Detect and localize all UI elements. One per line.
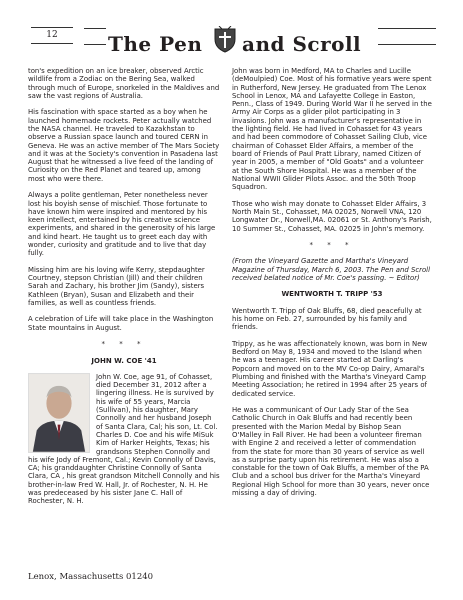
shield-crest-icon (213, 26, 237, 53)
masthead-title-part1: The Pen (108, 32, 203, 56)
portrait-photo (28, 373, 90, 453)
masthead-rule-right-lower (378, 44, 436, 45)
left-column (28, 67, 220, 514)
editor-note: (From the Vineyard Gazette and Martha's Vineyard Magazine of Thursday, March 6, 2003. The Pen and Scroll received belated notice of Mr. Coe's passing. ~ Editor) (232, 257, 430, 282)
masthead-rule-left-lower (84, 44, 106, 45)
right-column (232, 67, 432, 505)
paragraph: Missing him are his loving wife Kerry, stepdaughter Courtney, stepson Christian (Jill) and their children Sarah and Zachary, his brother Jim (Sandy), sisters Kathleen (Bryan), Susan and Elizabeth and their families, as well as countless friends. (28, 265, 205, 307)
section-separator: * * * (309, 241, 355, 250)
paragraph: He was a communicant of Our Lady Star of the Sea Catholic Church in Oak Bluffs and had recently been presented with the Marion Medal by Bishop Sean O'Malley in Fall River. He had been a volunteer fireman with Engine 2 and received a letter of commendation from the state for more than 30 years of service as well as a surprise party upon his retirement. He was also a constable for the town of Oak Bluffs, a member of the PA Club and a school bus driver for the Martha's Vineyard Regional High School for more than 30 years, never once missing a day of driving. (232, 406, 430, 497)
paragraph: Trippy, as he was affectionately known, was born in New Bedford on May 8, 1934 and moved to the Island when he was a teenager. His career started at Darling's Popcorn and moved on to the MV Co-op Dairy, Amaral's Plumbing and finished with the Martha's Vineyard Camp Meeting Association; he retired in 1994 after 25 years of dedicated service. (232, 339, 428, 398)
paragraph: A celebration of Life will take place in the Washington State mountains in August. (28, 315, 214, 332)
obituary-heading-coe: JOHN W. COE '41 (91, 356, 157, 365)
coe-obituary-text: John W. Coe, age 91, of Cohasset, died December 31, 2012 after a lingering illness. He is survived by his wife of 55 years, Marcia (Sullivan), his daughter, Mary Connolly and her husband Joseph of Santa Clara, Cal; his son, Lt. Col. Charles D. Coe and his wife MiSuk Kim of Harker Heights, Texas; his grandsons Stephen Connolly and his wife Jody of Fremont, Cal.; Kevin Connolly of Davis, CA; his granddaughter Christine Connolly of Santa Clara, CA , his great grandson Mitchell Connolly and his brother-in-law Fred W. Hall, Jr. of Rochester, N. H. He was predeceased by his sister Jane C. Hall of Rochester, N. H. (28, 372, 220, 506)
paragraph: Always a polite gentleman, Peter nonetheless never lost his boyish sense of mischief. Those fortunate to have known him were inspired and mentored by his keen intellect, entertained by his creative science experiments, and shared in the generosity of his large and kind heart. He taught us to greet each day with wonder, curiosity and gratitude and to live that day fully. (28, 191, 216, 258)
paragraph: His fascination with space started as a boy when he launched homemade rockets. Peter actually watched the NASA channel. He traveled to Kazakhstan to observe a Russian space launch and toured CERN in Geneva. He was an active member of The Mars Society and it was at the Society's convention in Pasadena last August that he witnessed a live feed of the landing of Curiosity on the Red Planet and teared up, among most who were there. (28, 108, 220, 183)
coe-obituary (28, 373, 220, 506)
paragraph: John was born in Medford, MA to Charles and Lucille (deMoulpied) Coe. Most of his formative years were spent in Rutherford, New Jersey. He graduated from The Lenox School in Lenox, MA and Lafayette College in Easton, Penn., Class of 1949. During World War II he served in the Army Air Corps as a glider pilot participating in 3 invasions. John was a manufacturer's representative in the lighting field. He had lived in Cohasset for 43 years and had been commodore of Cohasset Sailing Club, vice chairman of Cohasset Elder Affairs, a member of the board of Friends of Paul Pratt Library, named Citizen of year in 2005, a member of "Old Goats" and a volunteer at the South Shore Hospital. He was a member of the National WWII Glider Pilots Assoc. and the 50th Troop Squadron. (232, 67, 432, 192)
masthead (84, 18, 436, 54)
masthead-rule-left (84, 28, 106, 29)
page-number: 12 (46, 30, 58, 40)
paragraph: Those who wish may donate to Cohasset Elder Affairs, 3 North Main St., Cohasset, MA 02025, Norwell VNA, 120 Longwater Dr., Norwell,MA. 02061 or St. Anthony's Parish, 10 Summer St., Cohasset, MA. 02025 in John's memory. (232, 199, 432, 233)
masthead-rule-right (378, 28, 436, 29)
section-separator: * * * (101, 340, 147, 349)
paragraph: ton's expedition on an ice breaker, observed Arctic wildlife from a Zodiac on the Bering Sea, walked through much of Europe, snorkeled in the Maldives and saw the vast regions of Australia. (28, 67, 220, 100)
paragraph: Wentworth T. Tripp of Oak Bluffs, 68, died peacefully at his home on Feb. 27, surrounded by his family and friends. (232, 306, 422, 332)
masthead-title-part2: and Scroll (242, 32, 362, 56)
page-number-box (31, 27, 73, 44)
obituary-heading-tripp: WENTWORTH T. TRIPP '53 (281, 290, 383, 299)
footer-location: Lenox, Massachusetts 01240 (28, 572, 154, 582)
